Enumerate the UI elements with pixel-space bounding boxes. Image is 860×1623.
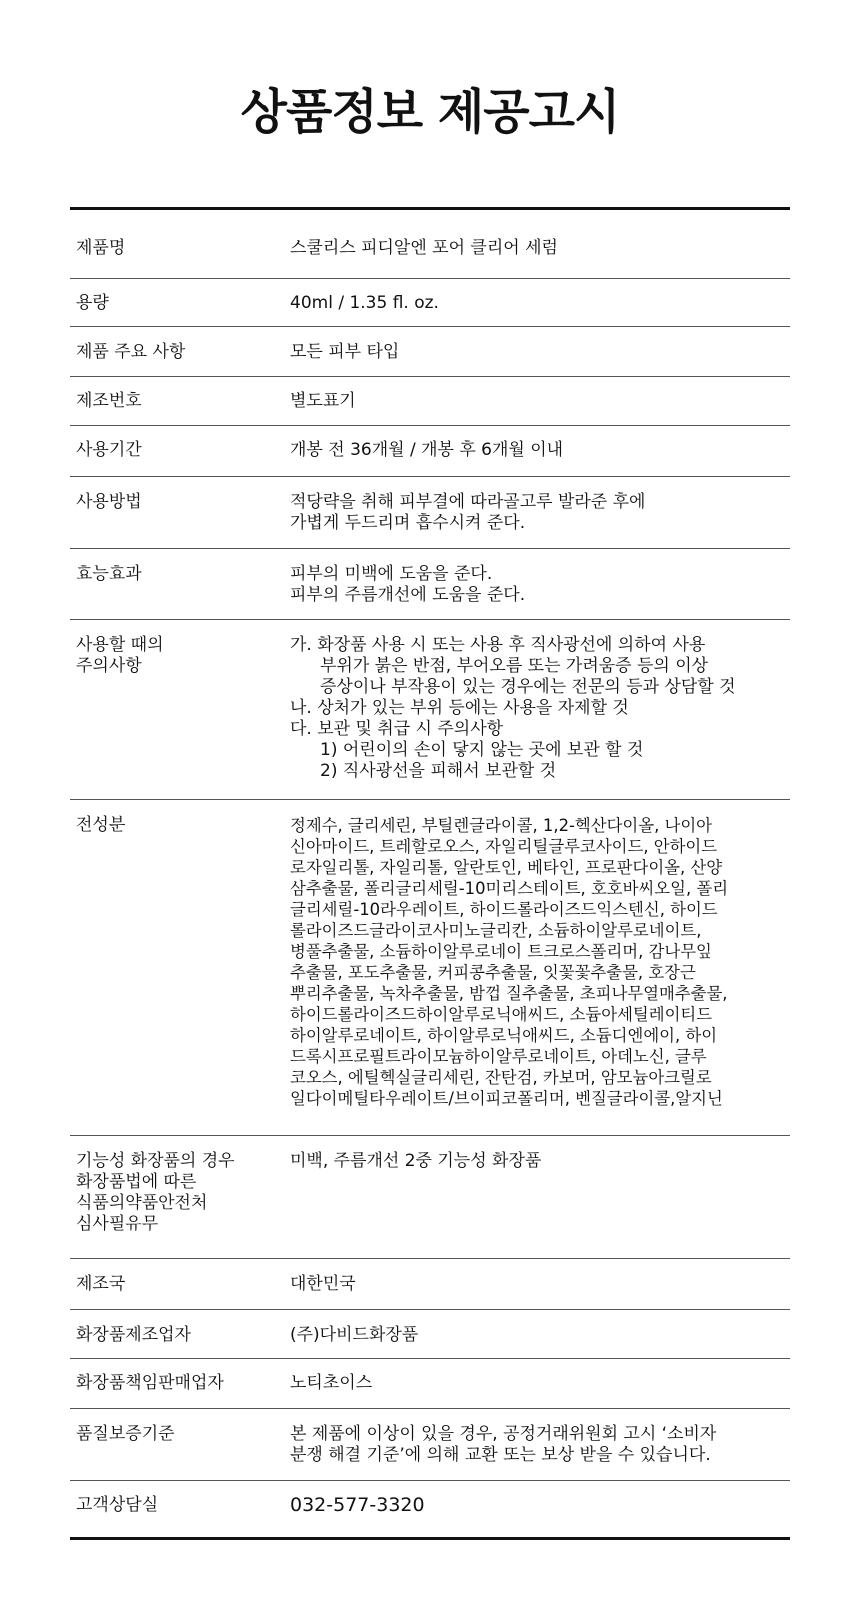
row-label: 용량 — [76, 293, 109, 313]
row-manufacturer — [70, 1309, 790, 1358]
precaution-line: 가. 화장품 사용 시 또는 사용 후 직사광선에 의하여 사용 — [290, 635, 706, 655]
ingredient-line: 추출물, 포도추출물, 커피콩추출물, 잇꽃꽃추출물, 호장근 — [290, 963, 696, 982]
row-label: 사용방법 — [76, 492, 142, 512]
row-label: 기능성 화장품의 경우 화장품법에 따른 식품의약품안전처 심사필유무 — [76, 1151, 235, 1234]
row-value: 미백, 주름개선 2중 기능성 화장품 — [290, 1151, 542, 1171]
row-precautions — [70, 619, 790, 799]
row-value: (주)다비드화장품 — [290, 1325, 419, 1345]
row-value: 노티초이스 — [290, 1373, 373, 1393]
row-batch-number — [70, 376, 790, 425]
precaution-line: 나. 상처가 있는 부위 등에는 사용을 자제할 것 — [290, 698, 629, 718]
row-value: 032-577-3320 — [290, 1494, 425, 1516]
ingredient-line: 글리세릴-10라우레이트, 하이드롤라이즈드익스텐신, 하이드 — [290, 900, 718, 919]
row-label: 제품 주요 사항 — [76, 342, 186, 362]
row-main-features — [70, 326, 790, 376]
ingredient-line: 정제수, 글리세린, 부틸렌글라이콜, 1,2-헥산다이올, 나이아 — [290, 816, 712, 835]
precaution-line: 증상이나 부작용이 있는 경우에는 전문의 등과 상담할 것 — [320, 677, 736, 697]
row-label: 전성분 — [76, 815, 126, 835]
row-label: 효능효과 — [76, 564, 142, 584]
ingredient-line: 삼추출물, 폴리글리세릴-10미리스테이트, 호호바씨오일, 폴리 — [290, 879, 729, 898]
ingredient-line: 신아마이드, 트레할로오스, 자일리틸글루코사이드, 안하이드 — [290, 837, 718, 856]
ingredient-line: 드록시프로필트라이모늄하이알루로네이트, 아데노신, 글루 — [290, 1047, 707, 1066]
row-customer-service — [70, 1480, 790, 1537]
row-value: 본 제품에 이상이 있을 경우, 공정거래위원회 고시 ‘소비자 분쟁 해결 기준’에 의해 교환 또는 보상 받을 수 있습니다. — [290, 1424, 717, 1465]
ingredient-line: 일다이메틸타우레이트/브이피코폴리머, 벤질글라이콜,알지닌 — [290, 1089, 723, 1108]
precaution-line: 부위가 붉은 반점, 부어오름 또는 가려움증 등의 이상 — [320, 656, 709, 676]
row-value: 모든 피부 타입 — [290, 342, 400, 362]
row-label: 고객상담실 — [76, 1495, 159, 1515]
row-functional-review — [70, 1135, 790, 1258]
row-value: 40ml / 1.35 fl. oz. — [290, 293, 439, 313]
page-title: 상품정보 제공고시 — [240, 84, 620, 140]
ingredient-line: 병풀추출물, 소듐하이알루로네이 트크로스폴리머, 감나무잎 — [290, 942, 712, 961]
row-label: 사용할 때의 주의사항 — [76, 635, 164, 676]
row-country — [70, 1258, 790, 1309]
row-shelf-life — [70, 425, 790, 476]
row-label: 제품명 — [76, 238, 126, 258]
row-label: 화장품책임판매업자 — [76, 1373, 224, 1393]
ingredient-line: 하이알루로네이트, 하이알루로닉애씨드, 소듐디엔에이, 하이 — [290, 1026, 718, 1045]
precaution-line: 1) 어린이의 손이 닿지 않는 곳에 보관 할 것 — [320, 740, 644, 760]
row-value: 스쿨리스 피디알엔 포어 클리어 세럼 — [290, 238, 558, 258]
precaution-line: 다. 보관 및 취급 시 주의사항 — [290, 719, 504, 739]
row-seller — [70, 1358, 790, 1408]
row-volume — [70, 278, 790, 326]
row-value-list — [290, 635, 790, 782]
row-label: 제조번호 — [76, 391, 142, 411]
ingredient-line: 뿌리추출물, 녹차추출물, 밤껍 질추출물, 초피나무열매추출물, — [290, 984, 728, 1003]
product-info-table — [70, 207, 790, 1540]
row-value: 피부의 미백에 도움을 준다. 피부의 주름개선에 도움을 준다. — [290, 564, 526, 605]
row-label: 화장품제조업자 — [76, 1325, 191, 1345]
ingredient-line: 로자일리톨, 자일리톨, 알란토인, 베타인, 프로판다이올, 산양 — [290, 858, 723, 877]
row-label: 품질보증기준 — [76, 1424, 175, 1444]
row-directions — [70, 476, 790, 548]
row-value: 대한민국 — [290, 1274, 356, 1294]
row-label: 제조국 — [76, 1274, 126, 1294]
row-value: 별도표기 — [290, 391, 356, 411]
row-quality-warranty — [70, 1408, 790, 1480]
row-efficacy — [70, 548, 790, 619]
row-label: 사용기간 — [76, 440, 142, 460]
row-product-name — [70, 210, 790, 278]
row-value: 개봉 전 36개월 / 개봉 후 6개월 이내 — [290, 440, 564, 460]
precaution-line: 2) 직사광선을 피해서 보관할 것 — [320, 761, 557, 781]
ingredient-line: 하이드롤라이즈드하이알루로닉애씨드, 소듐아세틸레이티드 — [290, 1005, 713, 1024]
ingredient-line: 코오스, 에틸헥실글리세린, 잔탄검, 카보머, 암모늄아크릴로 — [290, 1068, 712, 1087]
row-value: 적당략을 취해 피부결에 따라골고루 발라준 후에 가볍게 두드리며 흡수시켜 준다. — [290, 492, 646, 533]
row-ingredients — [70, 799, 790, 1135]
ingredient-line: 롤라이즈드글라이코사미노글리칸, 소듐하이알루로네이트, — [290, 921, 702, 940]
row-value-list — [290, 815, 790, 1109]
